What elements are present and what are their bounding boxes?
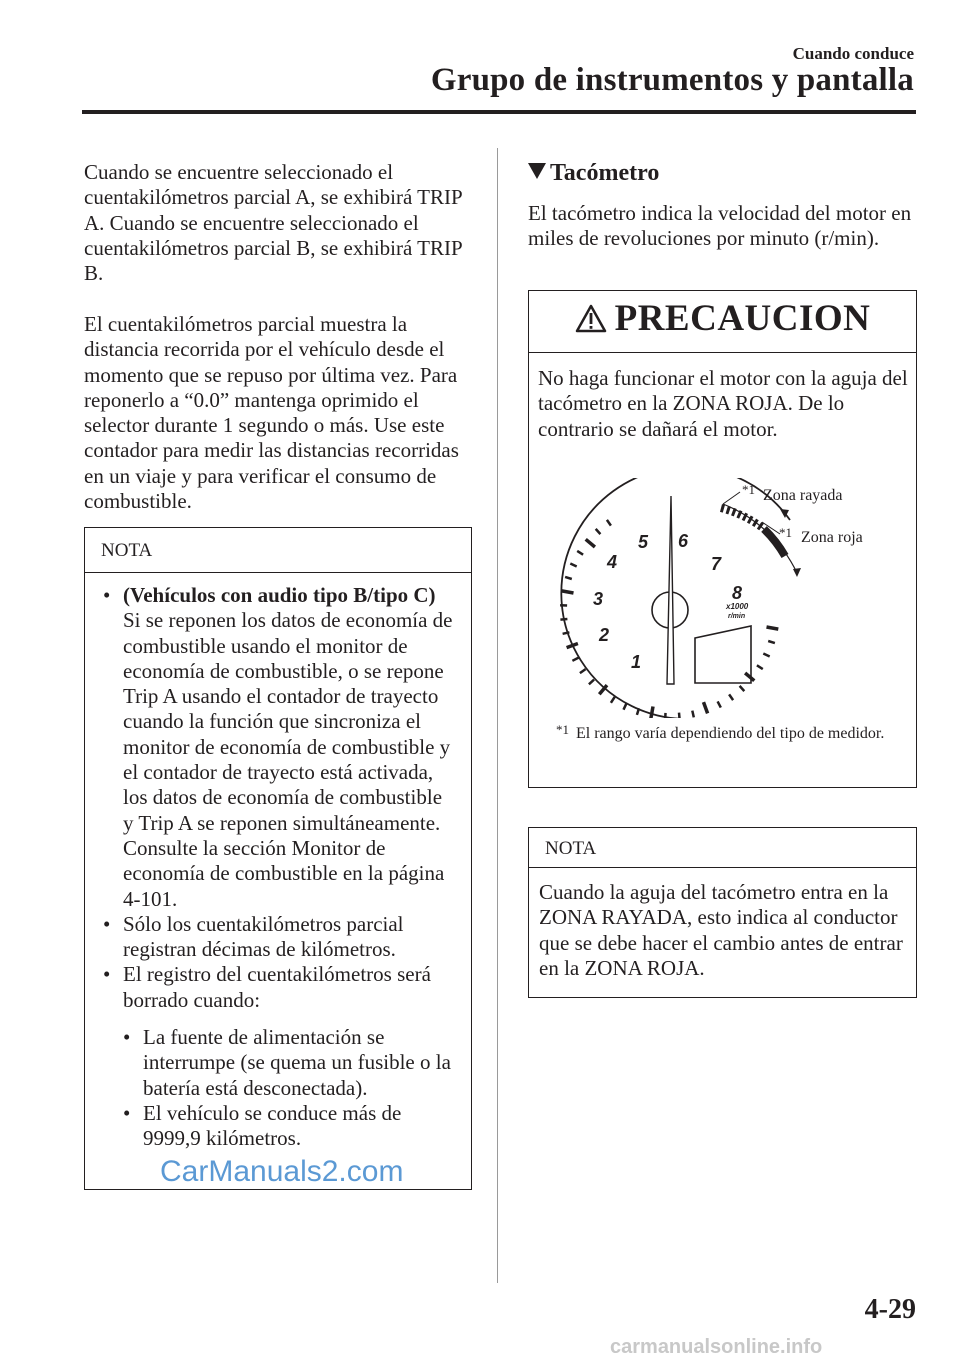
gauge-number: 1 <box>631 652 642 672</box>
header-section: Cuando conduce <box>792 44 914 63</box>
nota-box-right <box>528 827 917 998</box>
nota-text: Cuando la aguja del tacómetro entra en la ZONA RAYADA, esto indica al conductor que se debe hacer el cambio antes de entrar en la ZONA ROJA. <box>539 880 903 980</box>
column-divider <box>497 148 498 1283</box>
nota-box-left <box>84 527 472 1190</box>
gauge-tick <box>577 551 583 555</box>
gauge-tick <box>704 702 708 713</box>
nota-sub-bullet <box>103 1101 457 1152</box>
tachometer-needle <box>667 496 674 684</box>
gauge-mark-red: *1 <box>779 525 792 540</box>
tachometer-diagram <box>553 478 893 718</box>
gauge-tick <box>572 658 578 661</box>
gauge-tick <box>718 701 721 707</box>
header-rule <box>82 110 916 114</box>
gauge-tick <box>624 703 627 709</box>
bullet-dot: • <box>123 1100 131 1125</box>
gauge-tick <box>586 539 595 547</box>
nota-heading: NOTA <box>529 828 916 868</box>
bullet-text: Sólo los cuentakilómetros parcial registran décimas de kilómetros. <box>123 911 404 962</box>
gauge-tick <box>757 665 763 669</box>
gauge-number: 5 <box>638 532 649 552</box>
gauge-tick <box>565 577 572 579</box>
nota-heading: NOTA <box>85 528 471 573</box>
striped-zone-band <box>721 508 763 528</box>
bullet-reference: Consulte la sección Monitor de economía de combustible en la página 4-101. <box>123 835 445 911</box>
footnote-text: El rango varía dependiendo del tipo de medidor. <box>576 725 885 742</box>
watermark-carmanualsonline: carmanualsonline.info <box>610 1336 823 1358</box>
precaucion-header <box>529 291 916 353</box>
gauge-mark-striped: *1 <box>742 482 755 497</box>
paragraph-tacometro: El tacómetro indica la velocidad del motor en miles de revoluciones por minuto (r/min). <box>528 201 912 251</box>
gauge-tick <box>768 641 775 643</box>
bullet-text: Si se reponen los datos de economía de combustible usando el monitor de economía de combustible, o se repone Trip A usando el contador de trayecto cuando la función que sincroniza el monitor de economía de combustible y el contador de trayecto está activada, los datos de economía de combustible y Trip A se reponen simultáneamente. <box>123 608 453 835</box>
gauge-tick <box>651 707 653 719</box>
gauge-number: 4 <box>607 552 618 572</box>
page-number: 4-29 <box>864 1294 916 1325</box>
page-title: Grupo de instrumentos y pantalla <box>430 62 914 98</box>
inner-display-window <box>695 626 751 683</box>
gauge-tick <box>611 697 615 703</box>
nota-bullet <box>103 912 457 963</box>
gauge-tick <box>740 686 745 691</box>
gauge-tick <box>596 529 601 534</box>
label-zona-rayada: Zona rayada <box>763 487 843 504</box>
gauge-unit-top: x1000 <box>726 602 749 611</box>
section-title-tacometro <box>528 160 659 187</box>
nota-body <box>85 573 471 1152</box>
gauge-tick <box>763 654 769 657</box>
leader-line-striped <box>723 492 740 504</box>
bullet-text: El vehículo se conduce más de 9999,9 kilómetros. <box>143 1100 402 1151</box>
bullet-title: (Vehículos con audio tipo B/tipo C) <box>123 583 436 607</box>
gauge-tick <box>767 627 779 629</box>
precaucion-text: No haga funcionar el motor con la aguja del tacómetro en la ZONA ROJA. De lo contrario se dañará el motor. <box>538 366 908 441</box>
gauge-tick <box>729 694 733 700</box>
gauge-number: 7 <box>711 554 722 574</box>
bullet-text: La fuente de alimentación se interrumpe (se quema un fusible o la batería está desconectada). <box>143 1025 451 1100</box>
gauge-number: 2 <box>599 625 610 645</box>
gauge-tick <box>580 669 586 673</box>
gauge-tick <box>570 564 576 567</box>
precaucion-title: PRECAUCION <box>614 298 871 339</box>
nota-bullet <box>103 962 457 1013</box>
gauge-footnote <box>556 722 896 745</box>
bullet-dot: • <box>103 962 111 987</box>
gauge-tick <box>607 520 611 526</box>
triangle-down-icon <box>528 163 546 179</box>
gauge-number: 8 <box>732 583 743 603</box>
gauge-tick <box>745 673 754 681</box>
warning-triangle-icon <box>575 304 607 333</box>
bullet-dot: • <box>123 1025 131 1050</box>
bullet-dot: • <box>103 911 111 936</box>
gauge-tick <box>679 713 680 718</box>
gauge-tick <box>692 711 694 718</box>
label-zona-roja: Zona roja <box>801 529 863 546</box>
arrow-icon <box>793 568 801 577</box>
footnote-mark: *1 <box>556 722 569 737</box>
section-title-text: Tacómetro <box>550 160 660 186</box>
gauge-unit-bottom: r/min <box>728 613 746 620</box>
watermark-carmanuals2: CarManuals2.com <box>160 1155 404 1188</box>
gauge-number: 3 <box>593 589 604 609</box>
bullet-text: El registro del cuentakilómetros será borrado cuando: <box>123 962 431 1012</box>
paragraph-trip-select: Cuando se encuentre seleccionado el cuentakilómetros parcial A, se exhibirá TRIP A. Cuando se encuentre seleccionado el cuentakilómetros parcial B, se exhibirá TRIP B. <box>84 160 462 286</box>
gauge-tick <box>562 591 574 593</box>
nota-bullet <box>103 583 457 912</box>
bullet-dot: • <box>103 583 111 607</box>
nota-sub-bullet <box>103 1025 457 1101</box>
gauge-tick <box>589 680 594 685</box>
paragraph-trip-reset: El cuentakilómetros parcial muestra la distancia recorrida por el vehículo desde el momento que se repuso por última vez. Para reponerlo a “0.0” mantenga oprimido el selector durante 1 segundo o más. Use este contador para medir las distancias recorridas en un viaje y para verificar el consumo de combustible. <box>84 312 459 514</box>
gauge-number: 6 <box>678 531 689 551</box>
